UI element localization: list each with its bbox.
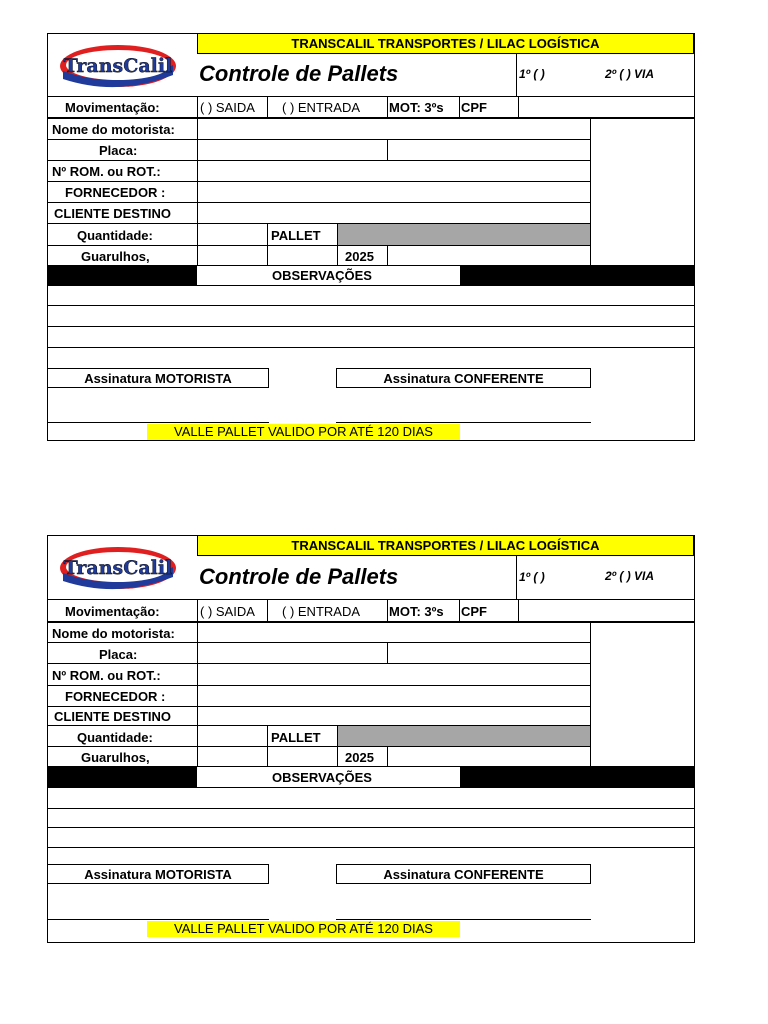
label-ano: 2025 bbox=[345, 249, 374, 264]
label-cliente: CLIENTE DESTINO bbox=[54, 709, 172, 724]
label-movimentacao: Movimentação: bbox=[65, 100, 160, 115]
label-cpf: CPF bbox=[461, 604, 487, 619]
obs-bar-left bbox=[47, 767, 197, 787]
label-cidade: Guarulhos, bbox=[81, 750, 150, 765]
label-movimentacao: Movimentação: bbox=[65, 604, 160, 619]
company-title: TRANSCALIL TRANSPORTES / LILAC LOGÍSTICA bbox=[291, 538, 600, 553]
via-first: 1º ( ) bbox=[519, 67, 545, 81]
label-rom: Nº ROM. ou ROT.: bbox=[52, 668, 161, 683]
validity-note: VALLE PALLET VALIDO POR ATÉ 120 DIAS bbox=[147, 921, 460, 937]
obs-bar-left bbox=[47, 266, 197, 285]
label-fornecedor: FORNECEDOR : bbox=[65, 185, 166, 200]
signature-motorista-label: Assinatura MOTORISTA bbox=[47, 368, 269, 388]
via-first: 1º ( ) bbox=[519, 570, 545, 584]
svg-text:TransCalil: TransCalil bbox=[63, 55, 173, 77]
validity-note: VALLE PALLET VALIDO POR ATÉ 120 DIAS bbox=[147, 424, 460, 440]
signature-conferente-label: Assinatura CONFERENTE bbox=[336, 368, 591, 388]
label-placa: Placa: bbox=[99, 143, 138, 158]
pallet-form-2 bbox=[47, 535, 695, 943]
via-second: 2º ( ) VIA bbox=[605, 67, 655, 81]
label-quantidade: Quantidade: bbox=[77, 730, 153, 745]
form-title: Controle de Pallets bbox=[199, 61, 399, 86]
transcalil-logo-icon bbox=[57, 543, 179, 593]
signature-line-conferente[interactable] bbox=[336, 422, 591, 423]
label-cidade: Guarulhos, bbox=[81, 249, 150, 264]
label-pallet: PALLET bbox=[271, 730, 321, 745]
signature-line-motorista[interactable] bbox=[47, 422, 269, 423]
signature-motorista-label: Assinatura MOTORISTA bbox=[47, 864, 269, 884]
option-saida[interactable]: ( ) SAIDA bbox=[200, 100, 255, 115]
label-pallet: PALLET bbox=[271, 228, 321, 243]
label-cpf: CPF bbox=[461, 100, 487, 115]
form-title: Controle de Pallets bbox=[199, 564, 399, 589]
label-ano: 2025 bbox=[345, 750, 374, 765]
option-entrada[interactable]: ( ) ENTRADA bbox=[282, 604, 360, 619]
option-saida[interactable]: ( ) SAIDA bbox=[200, 604, 255, 619]
label-mot: MOT: 3ºs bbox=[389, 604, 444, 619]
via-second: 2º ( ) VIA bbox=[605, 569, 655, 583]
transcalil-logo-icon bbox=[57, 41, 179, 91]
label-fornecedor: FORNECEDOR : bbox=[65, 689, 166, 704]
label-motorista: Nome do motorista: bbox=[52, 626, 175, 641]
signature-line-motorista[interactable] bbox=[47, 919, 269, 920]
label-observacoes: OBSERVAÇÕES bbox=[272, 268, 372, 283]
label-quantidade: Quantidade: bbox=[77, 228, 153, 243]
company-title: TRANSCALIL TRANSPORTES / LILAC LOGÍSTICA bbox=[291, 36, 600, 51]
pallet-form-1 bbox=[47, 33, 695, 441]
obs-bar-right bbox=[460, 767, 695, 787]
pallet-shaded-cell bbox=[338, 224, 590, 245]
signature-conferente-label: Assinatura CONFERENTE bbox=[336, 864, 591, 884]
label-placa: Placa: bbox=[99, 647, 138, 662]
label-cliente: CLIENTE DESTINO bbox=[54, 206, 172, 221]
label-motorista: Nome do motorista: bbox=[52, 122, 175, 137]
label-rom: Nº ROM. ou ROT.: bbox=[52, 164, 161, 179]
obs-bar-right bbox=[460, 266, 695, 285]
pallet-shaded-cell bbox=[338, 726, 590, 746]
signature-line-conferente[interactable] bbox=[336, 919, 591, 920]
svg-text:TransCalil: TransCalil bbox=[63, 557, 173, 579]
company-title-bar bbox=[197, 535, 694, 556]
label-observacoes: OBSERVAÇÕES bbox=[272, 770, 372, 785]
label-mot: MOT: 3ºs bbox=[389, 100, 444, 115]
option-entrada[interactable]: ( ) ENTRADA bbox=[282, 100, 360, 115]
company-title-bar bbox=[197, 33, 694, 54]
